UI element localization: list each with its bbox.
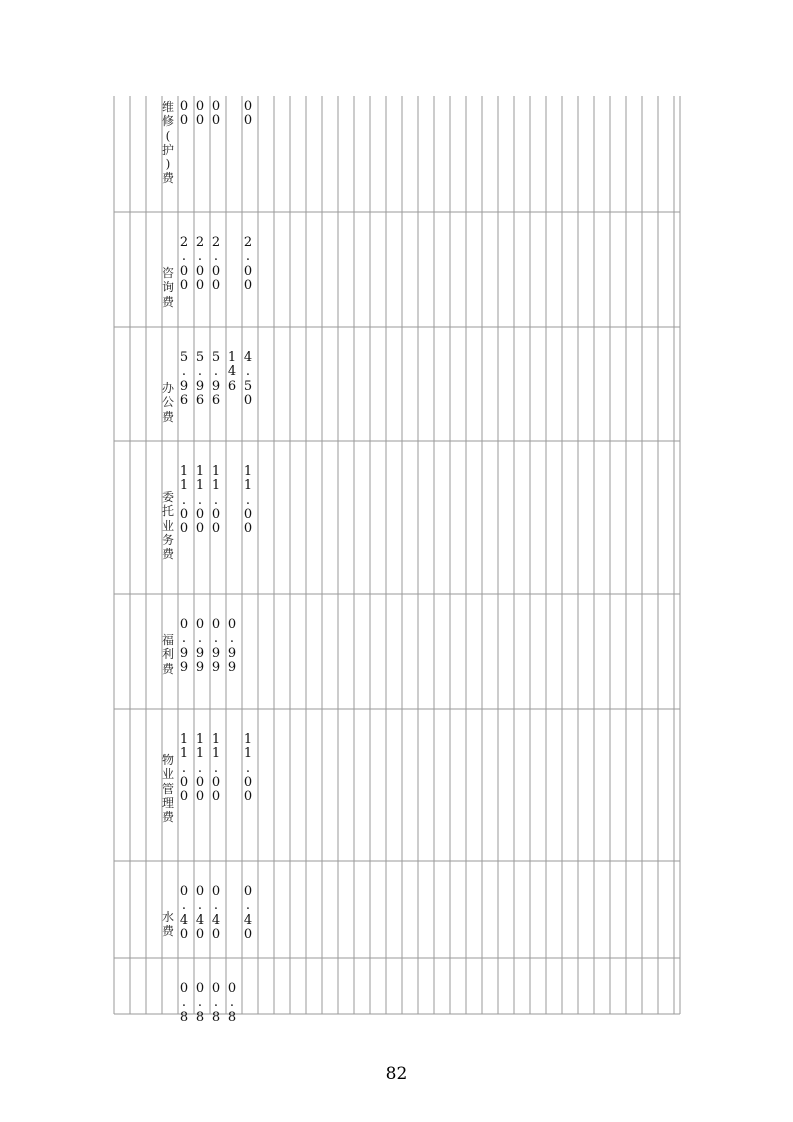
value-cell: 0 . 9 9 xyxy=(227,617,237,675)
value-cell: 0 . 9 9 xyxy=(195,617,205,675)
row-label: 福 利 费 xyxy=(161,633,174,676)
value-cell: 5 . 9 6 xyxy=(195,350,205,408)
value-cell: 1 4 6 xyxy=(227,350,237,394)
value-cell: 0 . 4 0 xyxy=(179,884,189,942)
value-cell: 4 . 5 0 xyxy=(243,350,253,408)
value-cell: 1 1 . 0 0 xyxy=(243,464,253,537)
value-cell: 0 . 9 9 xyxy=(179,617,189,675)
value-cell: 1 1 . 0 0 xyxy=(243,732,253,805)
value-cell: 1 1 . 0 0 xyxy=(195,464,205,537)
value-cell: 0 . 8 xyxy=(195,981,205,1025)
value-cell: 5 . 9 6 xyxy=(211,350,221,408)
value-cell: 2 . 0 0 xyxy=(179,235,189,293)
value-cell: 0 . 4 0 xyxy=(243,884,253,942)
value-cell: 0 0 xyxy=(179,99,189,129)
value-cell: 0 . 4 0 xyxy=(211,884,221,942)
value-cell: 1 1 . 0 0 xyxy=(211,732,221,805)
value-cell: 2 . 0 0 xyxy=(195,235,205,293)
value-cell: 0 0 xyxy=(211,99,221,129)
value-cell: 2 . 0 0 xyxy=(211,235,221,293)
row-label: 委 托 业 务 费 xyxy=(161,490,174,562)
value-cell: 0 . 8 xyxy=(211,981,221,1025)
value-cell: 1 1 . 0 0 xyxy=(195,732,205,805)
value-cell: 0 . 9 9 xyxy=(211,617,221,675)
value-cell: 5 . 9 6 xyxy=(179,350,189,408)
row-label: 咨 询 费 xyxy=(161,266,174,309)
row-label: 办 公 费 xyxy=(161,381,174,424)
value-cell: 0 . 8 xyxy=(227,981,237,1025)
value-cell: 1 1 . 0 0 xyxy=(179,464,189,537)
value-cell: 0 . 8 xyxy=(179,981,189,1025)
value-cell: 0 . 4 0 xyxy=(195,884,205,942)
row-label: 水 费 xyxy=(161,910,174,939)
row-label: 物 业 管 理 费 xyxy=(161,753,174,825)
value-cell: 1 1 . 0 0 xyxy=(179,732,189,805)
row-label: 维 修 ( 护 ) 费 xyxy=(161,100,174,186)
value-cell: 1 1 . 0 0 xyxy=(211,464,221,537)
value-cell: 2 . 0 0 xyxy=(243,235,253,293)
value-cell: 0 0 xyxy=(195,99,205,129)
page-number: 82 xyxy=(385,1064,408,1084)
value-cell: 0 0 xyxy=(243,99,253,129)
